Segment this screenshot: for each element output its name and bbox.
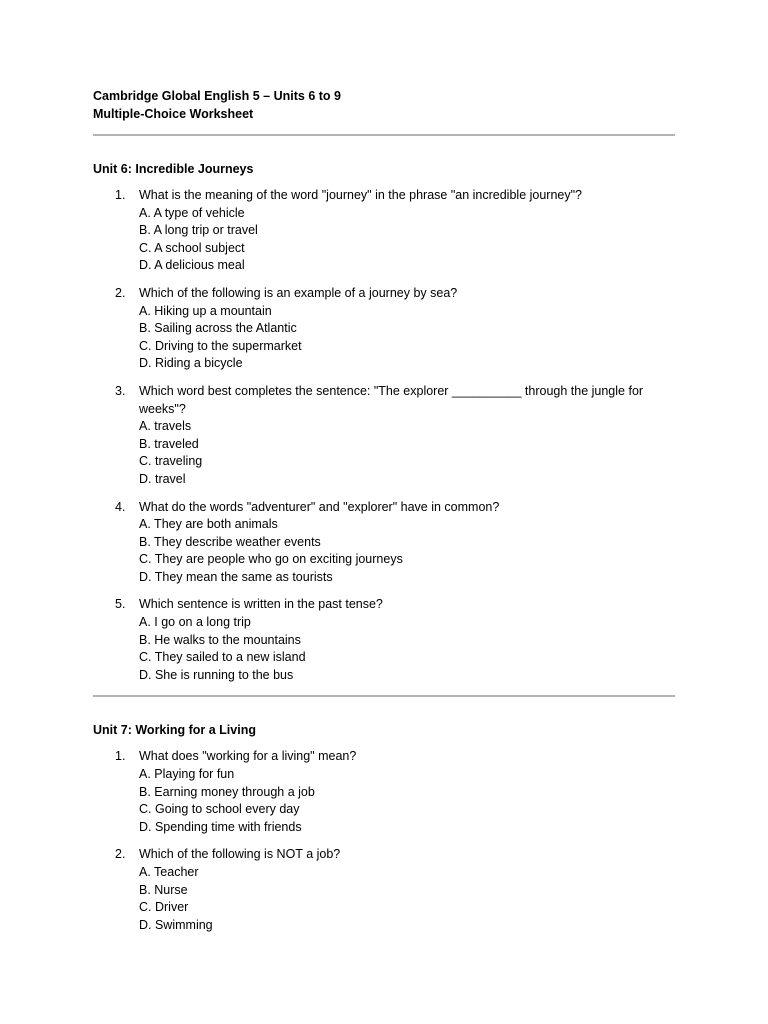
question-number: 4.	[115, 499, 126, 514]
question-item	[93, 596, 675, 684]
answer-option: C. A school subject	[139, 240, 245, 255]
unit-section	[93, 721, 675, 934]
question-body	[139, 846, 675, 934]
answer-option: D. travel	[139, 471, 186, 486]
question-body	[139, 499, 675, 587]
answer-option: D. They mean the same as tourists	[139, 569, 333, 584]
answer-option: B. Nurse	[139, 882, 188, 897]
question-text: What is the meaning of the word "journey" in the phrase "an incredible journey"?	[139, 188, 582, 202]
question-text: Which of the following is an example of a journey by sea?	[139, 285, 458, 300]
answer-option: C. They sailed to a new island	[139, 650, 306, 665]
answer-option: D. Riding a bicycle	[139, 356, 243, 371]
document-body	[93, 87, 675, 934]
answer-option: B. They describe weather events	[139, 534, 321, 549]
unit-section	[93, 160, 675, 684]
document-title: Cambridge Global English 5 – Units 6 to 9	[93, 89, 341, 103]
answer-option: D. Swimming	[139, 917, 213, 932]
question-body	[139, 748, 675, 836]
question-text: Which sentence is written in the past tense?	[139, 597, 383, 612]
question-text: Which word best completes the sentence: "The explorer __________ through the jungle for weeks"?	[139, 383, 644, 416]
question-item	[93, 499, 675, 587]
question-number: 1.	[115, 188, 126, 202]
question-body	[139, 383, 675, 489]
question-list	[93, 187, 675, 684]
document-subtitle: Multiple-Choice Worksheet	[93, 107, 254, 121]
answer-option: C. They are people who go on exciting journeys	[139, 552, 403, 567]
answer-option: B. Sailing across the Atlantic	[139, 321, 297, 336]
question-item	[93, 748, 675, 836]
answer-option: C. Driving to the supermarket	[139, 338, 302, 353]
question-item	[93, 383, 675, 489]
unit-title: Unit 6: Incredible Journeys	[93, 162, 254, 176]
answer-option: B. traveled	[139, 436, 199, 451]
answer-option: B. He walks to the mountains	[139, 632, 301, 647]
answer-option: D. She is running to the bus	[139, 667, 294, 682]
answer-option: D. Spending time with friends	[139, 819, 302, 834]
answer-option: A. They are both animals	[139, 517, 278, 532]
answer-option: B. A long trip or travel	[139, 223, 258, 238]
answer-option: A. Teacher	[139, 865, 199, 879]
question-number: 5.	[115, 597, 126, 612]
answer-option: A. A type of vehicle	[139, 205, 245, 220]
answer-option: C. Going to school every day	[139, 802, 300, 817]
answer-option: C. Driver	[139, 900, 189, 915]
question-body	[139, 285, 675, 373]
question-number: 2.	[115, 285, 126, 300]
question-item	[93, 285, 675, 373]
question-number: 2.	[115, 847, 126, 862]
unit-title: Unit 7: Working for a Living	[93, 723, 256, 738]
question-text: Which of the following is NOT a job?	[139, 847, 341, 862]
question-number: 3.	[115, 383, 126, 398]
question-text: What does "working for a living" mean?	[139, 749, 357, 764]
divider	[93, 134, 675, 136]
answer-option: A. travels	[139, 419, 192, 434]
answer-option: A. I go on a long trip	[139, 615, 251, 630]
question-body	[139, 187, 675, 275]
answer-option: C. traveling	[139, 454, 203, 469]
question-number: 1.	[115, 749, 126, 764]
question-item	[93, 187, 675, 275]
question-body	[139, 596, 675, 684]
question-text: What do the words "adventurer" and "explorer" have in common?	[139, 499, 500, 514]
answer-option: B. Earning money through a job	[139, 784, 315, 799]
answer-option: D. A delicious meal	[139, 258, 245, 273]
question-list	[93, 748, 675, 934]
divider	[93, 695, 675, 697]
answer-option: A. Hiking up a mountain	[139, 303, 272, 318]
answer-option: A. Playing for fun	[139, 767, 235, 782]
question-item	[93, 846, 675, 934]
